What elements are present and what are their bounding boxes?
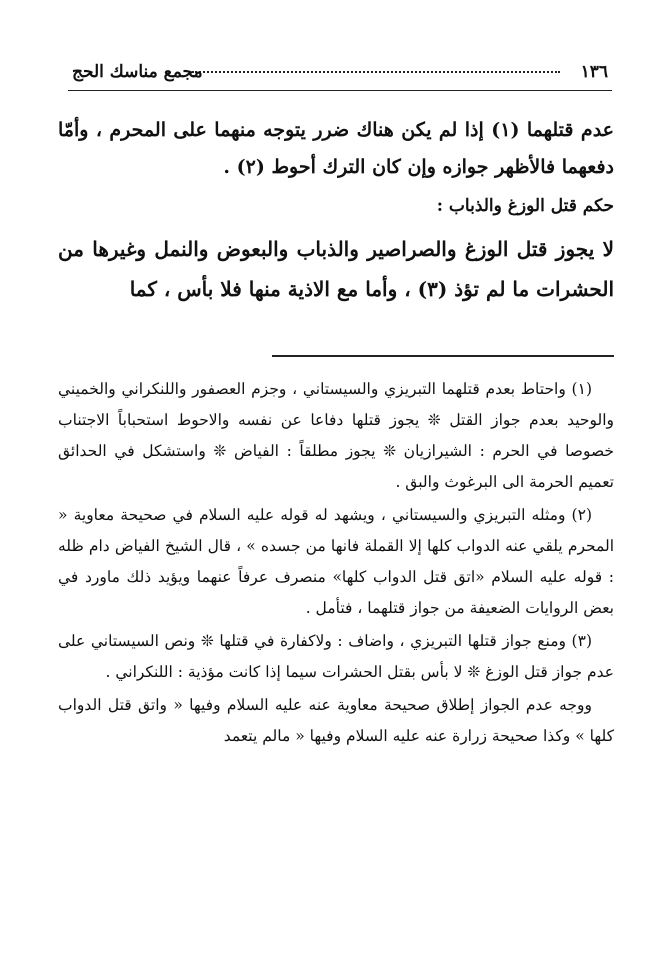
- footnote-1: (١) واحتاط بعدم قتلهما التبريزي والسيستاني ، وجزم العصفور واللنكراني والخميني والوحيد بعدم جواز القتل ❊ يجوز قتلها دفاعا عن نفسه والاحوط استحباباً الاجتناب خصوصا في الحرم : الشيرازيان ❊ يجوز مطلقاً : الفياض ❊ واستشكل في الحدائق تعميم الحرمة الى البرغوث والبق .: [58, 380, 614, 491]
- page-number: ١٣٦: [580, 62, 608, 82]
- main-paragraph-1: عدم قتلهما (١) إذا لم يكن هناك ضرر يتوجه منهما على المحرم ، وأمّا دفعهما فالأظهر جوازه وإن كان الترك أحوط (٢) .: [58, 119, 614, 178]
- main-text: [58, 112, 614, 309]
- footnotes: [58, 374, 614, 754]
- book-title: مجمع مناسك الحج: [72, 62, 203, 82]
- main-paragraph-2: لا يجوز قتل الوزغ والصراصير والذباب والبعوض والنمل وغيرها من الحشرات ما لم تؤذ (٣) ، وأما مع الاذية منها فلا بأس ، كما: [58, 237, 614, 301]
- footnote-separator: [272, 355, 614, 357]
- section-heading: حكم قتل الوزغ والذباب :: [436, 196, 614, 216]
- header-rule: [68, 90, 612, 91]
- footnote-3: (٣) ومنع جواز قتلها التبريزي ، واضاف : ولاكفارة في قتلها ❊ ونص السيستاني على عدم جواز قتل الوزغ ❊ لا بأس بقتل الحشرات سيما إذا كانت مؤذية : اللنكراني .: [58, 632, 614, 681]
- running-header: [72, 62, 608, 88]
- header-dot-leader: [192, 71, 560, 73]
- footnote-2: (٢) ومثله التبريزي والسيستاني ، ويشهد له قوله عليه السلام في صحيحة معاوية « المحرم يلقي عنه الدواب كلها إلا القملة فانها من جسده » ، قال الشيخ الفياض دام ظله : قوله عليه السلام «اتق قتل الدواب كلها» منصرف عرفاً عنهما ويؤيد ذلك ماورد في بعض الروايات الضعيفة من جواز قتلهما ، فتأمل .: [58, 506, 614, 617]
- footnote-continuation: ووجه عدم الجواز إطلاق صحيحة معاوية عنه عليه السلام وفيها « واتق قتل الدواب كلها » وكذا صحيحة زرارة عنه عليه السلام وفيها « مالم يتعمد: [58, 696, 614, 745]
